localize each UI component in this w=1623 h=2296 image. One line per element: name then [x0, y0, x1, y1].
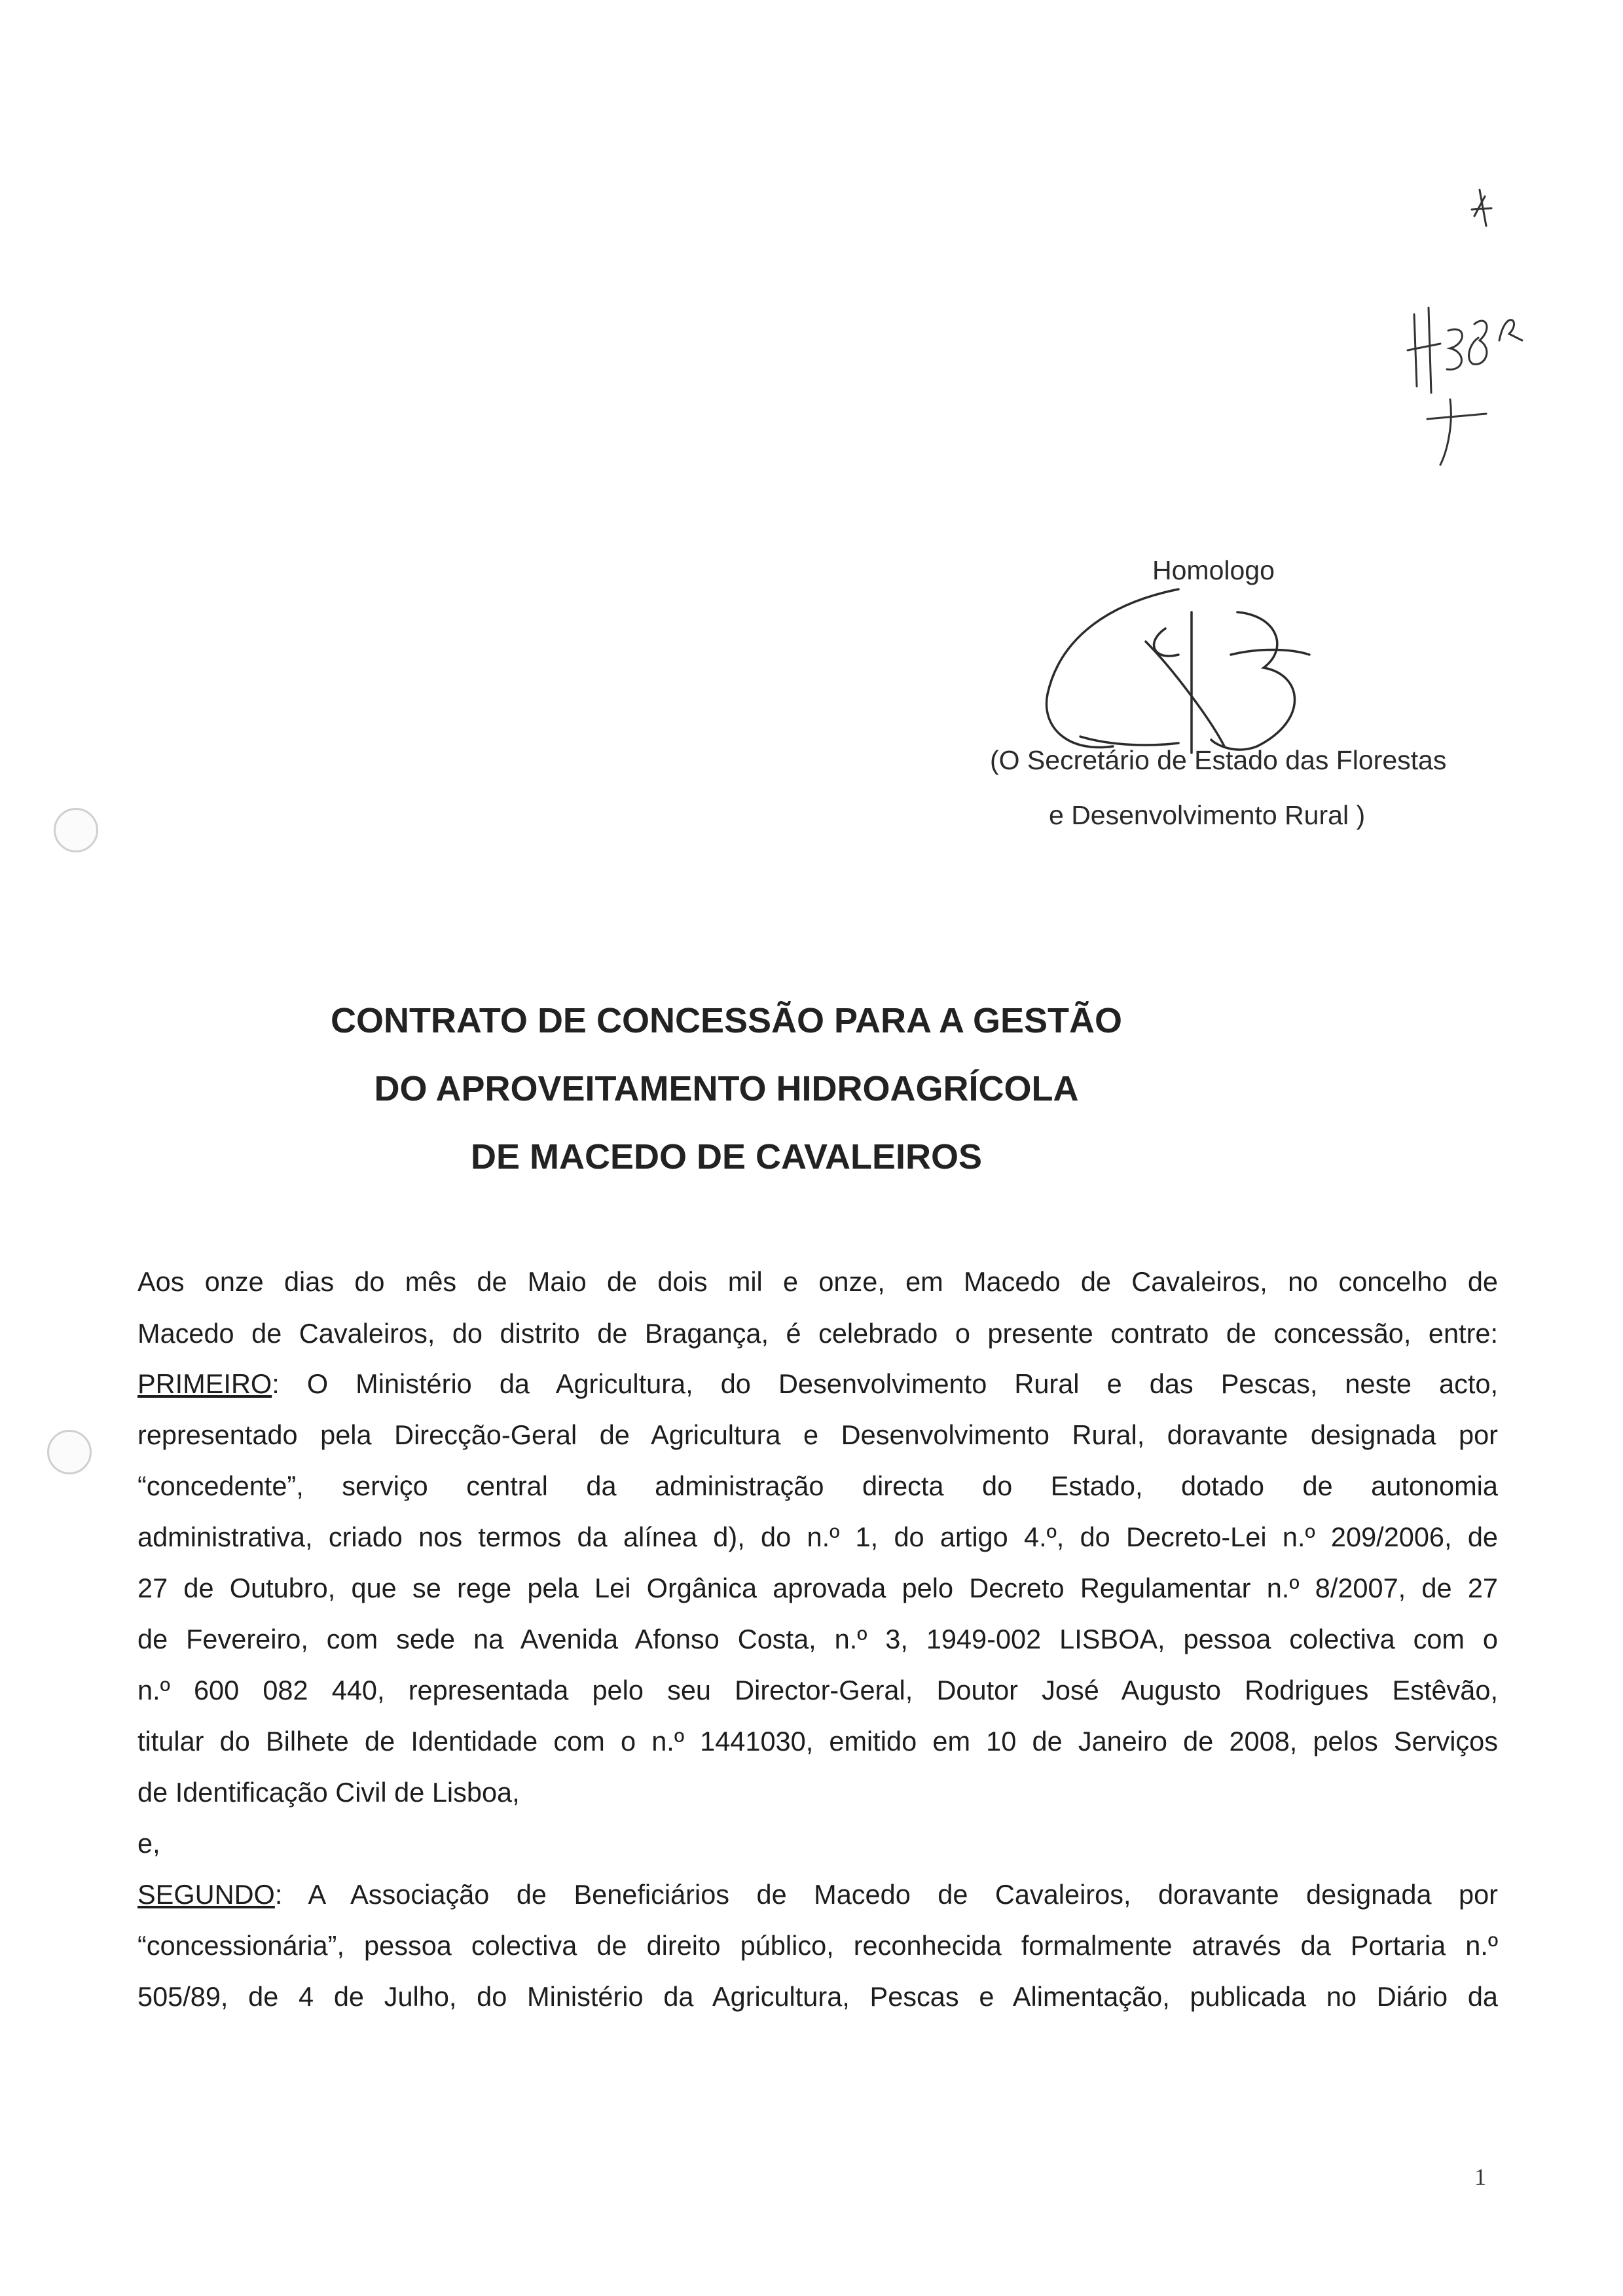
homologo-label: Homologo	[1152, 555, 1275, 585]
body-text-line: e,	[137, 1828, 160, 1859]
body-text-line: representado pela Direcção-Geral de Agricultura e Desenvolvimento Rural, doravante designada por	[137, 1419, 1498, 1450]
body-text-line: de Fevereiro, com sede na Avenida Afonso Costa, n.º 3, 1949-002 LISBOA, pessoa colectiva com o	[137, 1624, 1498, 1654]
document-title-line: CONTRATO DE CONCESSÃO PARA A GESTÃO	[330, 1001, 1123, 1040]
handwritten-initials	[1388, 177, 1532, 478]
body-text-line: administrativa, criado nos termos da alínea d), do n.º 1, do artigo 4.º, do Decreto-Lei n.º 209/2006, de	[137, 1522, 1498, 1552]
punch-hole	[47, 1430, 92, 1474]
clause-text: : O Ministério da Agricultura, do Desenvolvimento Rural e das Pescas, neste acto,	[272, 1368, 1498, 1399]
approval-line-2: e Desenvolvimento Rural )	[1049, 800, 1366, 830]
document-title-line: DE MACEDO DE CAVALEIROS	[470, 1137, 983, 1176]
body-text-line	[137, 1875, 1498, 1914]
body-text-line	[137, 1364, 1498, 1404]
approval-line-1: (O Secretário de Estado das Florestas	[990, 745, 1447, 775]
clause-text: : A Associação de Beneficiários de Macedo de Cavaleiros, doravante designada por	[274, 1879, 1498, 1910]
body-text-line: 505/89, de 4 de Julho, do Ministério da Agricultura, Pescas e Alimentação, publicada no Diário da	[137, 1981, 1498, 2012]
body-text-line: titular do Bilhete de Identidade com o n.º 1441030, emitido em 10 de Janeiro de 2008, pelos Serviços	[137, 1726, 1498, 1757]
document-title-line: DO APROVEITAMENTO HIDROAGRÍCOLA	[374, 1069, 1079, 1108]
body-text-line: Macedo de Cavaleiros, do distrito de Bragança, é celebrado o presente contrato de concessão, entre:	[137, 1318, 1498, 1349]
clause-label: SEGUNDO	[137, 1879, 275, 1910]
body-text-line: n.º 600 082 440, representada pelo seu Director-Geral, Doutor José Augusto Rodrigues Estêvão,	[137, 1675, 1498, 1705]
page-number: 1	[1474, 2164, 1486, 2190]
body-text-line: de Identificação Civil de Lisboa,	[137, 1777, 520, 1808]
body-text-line: “concessionária”, pessoa colectiva de direito público, reconhecida formalmente através da Portaria n.º	[137, 1930, 1498, 1961]
body-text-line: 27 de Outubro, que se rege pela Lei Orgânica aprovada pelo Decreto Regulamentar n.º 8/2007, de 27	[137, 1573, 1498, 1603]
body-text-line: Aos onze dias do mês de Maio de dois mil e onze, em Macedo de Cavaleiros, no concelho de	[137, 1266, 1498, 1297]
body-text-line: “concedente”, serviço central da administração directa do Estado, dotado de autonomia	[137, 1470, 1498, 1501]
punch-hole	[54, 808, 98, 852]
clause-label: PRIMEIRO	[137, 1368, 272, 1399]
